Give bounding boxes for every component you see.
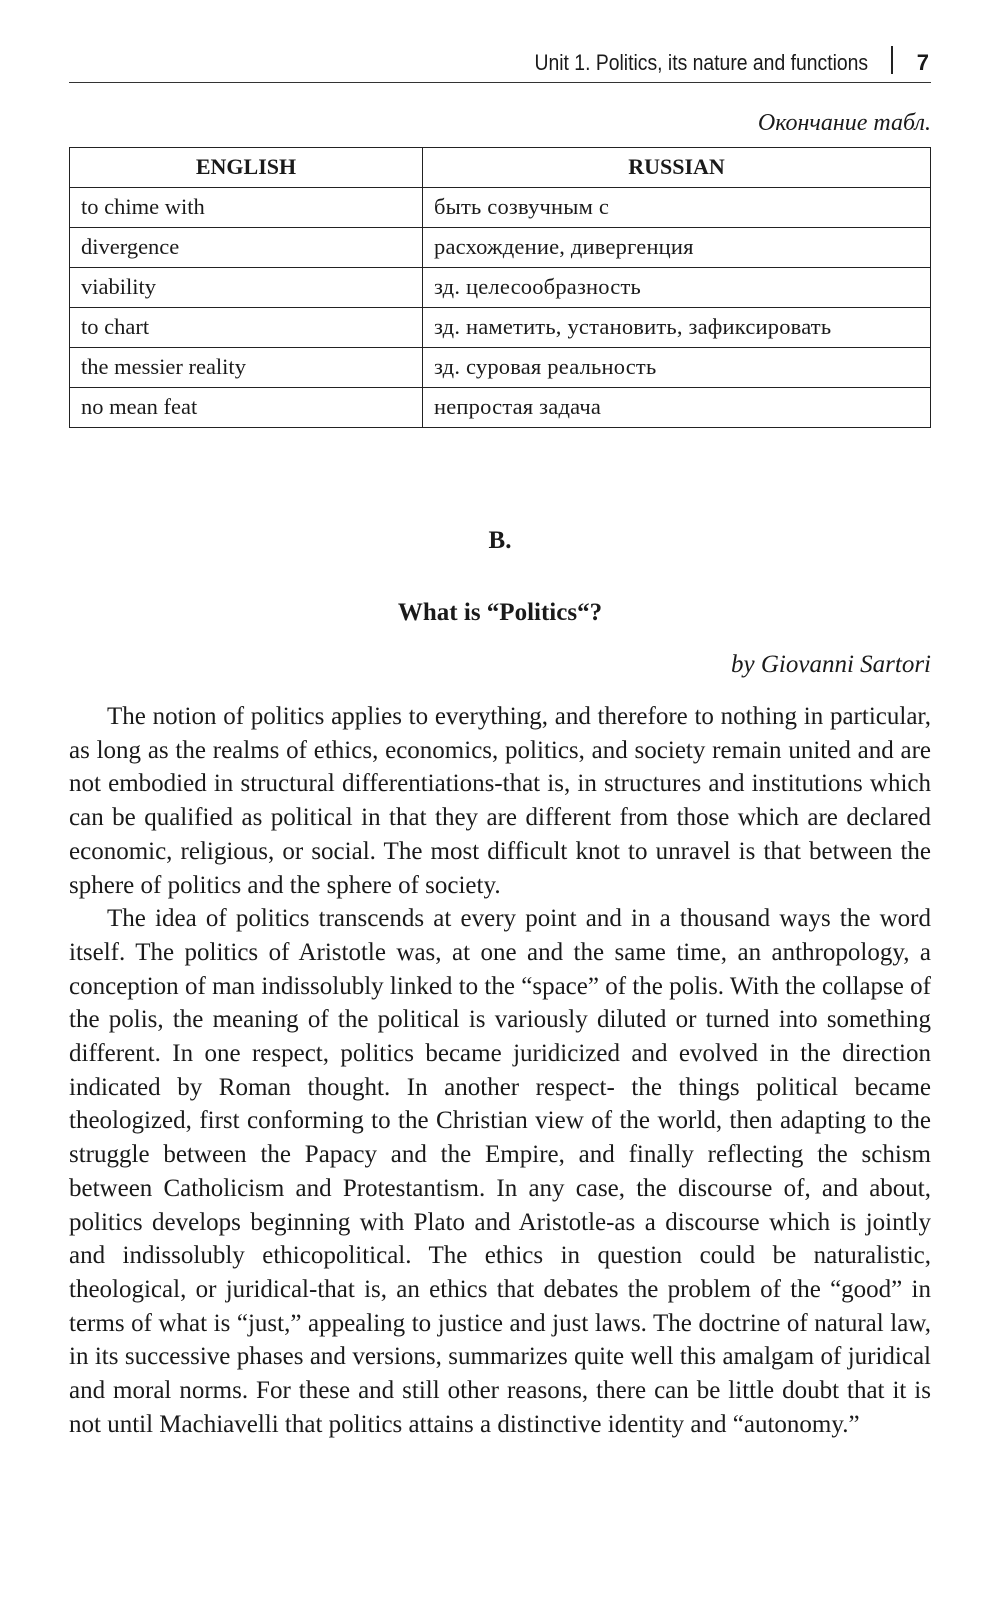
russian-term: непростая задача bbox=[423, 388, 931, 428]
russian-term: зд. суровая реальность bbox=[423, 348, 931, 388]
column-header-russian: RUSSIAN bbox=[423, 148, 931, 188]
table-row bbox=[70, 228, 931, 268]
article-body bbox=[69, 700, 931, 1441]
table-caption: Окончание табл. bbox=[757, 110, 931, 136]
russian-term: зд. наметить, установить, зафиксировать bbox=[423, 308, 931, 348]
table-row bbox=[70, 188, 931, 228]
english-term: divergence bbox=[70, 228, 423, 268]
running-head-title: Unit 1. Politics, its nature and functions bbox=[534, 50, 868, 75]
paragraph: The idea of politics transcends at every point and in a thousand ways the word itself. The politics of Aristotle was, at one and the same time, an anthropology, a conception of man indissolubly linked to the “space” of the polis. With the collapse of the polis, the meaning of the political is variously diluted or turned into something different. In one respect, politics became juridicized and evolved in the direction indicated by Roman thought. In another respect- the things political became theologized, first conforming to the Christian view of the world, then adapting to the struggle between the Papacy and the Empire, and finally reflecting the schism between Catholicism and Protestantism. In any case, the discourse of, and about, politics develops beginning with Plato and Aristotle-as a discourse which is jointly and indissolubly ethicopolitical. The ethics in question could be naturalistic, theological, or juridical-that is, an ethics that debates the problem of the “good” in terms of what is “just,” appealing to justice and just laws. The doctrine of natural law, in its successive phases and versions, summarizes quite well this amalgam of juridical and moral norms. For these and still other reasons, there can be little doubt that it is not until Machiavelli that politics attains a distinctive identity and “autonomy.” bbox=[69, 905, 931, 1438]
paragraph: The notion of politics applies to everything, and therefore to nothing in particular, as long as the realms of ethics, economics, politics, and society remain united and are not embodied in structural differentiations-that is, in structures and institutions which can be qualified as political in that they are different from those which are declared economic, religious, or social. The most difficult knot to unravel is that between the sphere of politics and the sphere of society. bbox=[69, 703, 931, 899]
table-row bbox=[70, 268, 931, 308]
russian-term: расхождение, дивергенция bbox=[423, 228, 931, 268]
author-byline: by Giovanni Sartori bbox=[731, 651, 931, 678]
english-term: to chart bbox=[70, 308, 423, 348]
english-term: to chime with bbox=[70, 188, 423, 228]
russian-term: зд. целесообразность bbox=[423, 268, 931, 308]
english-term: viability bbox=[70, 268, 423, 308]
glossary-table bbox=[69, 147, 931, 428]
russian-term: быть созвучным с bbox=[423, 188, 931, 228]
english-term: the messier reality bbox=[70, 348, 423, 388]
page-number: 7 bbox=[916, 50, 929, 75]
english-term: no mean feat bbox=[70, 388, 423, 428]
table-row bbox=[70, 388, 931, 428]
table-row bbox=[70, 308, 931, 348]
table-row bbox=[70, 348, 931, 388]
column-header-english: ENGLISH bbox=[70, 148, 423, 188]
running-head-separator bbox=[891, 46, 893, 74]
running-head bbox=[69, 46, 931, 83]
article-title: What is “Politics“? bbox=[397, 599, 603, 626]
section-letter: B. bbox=[488, 527, 512, 554]
table-header-row bbox=[70, 148, 931, 188]
